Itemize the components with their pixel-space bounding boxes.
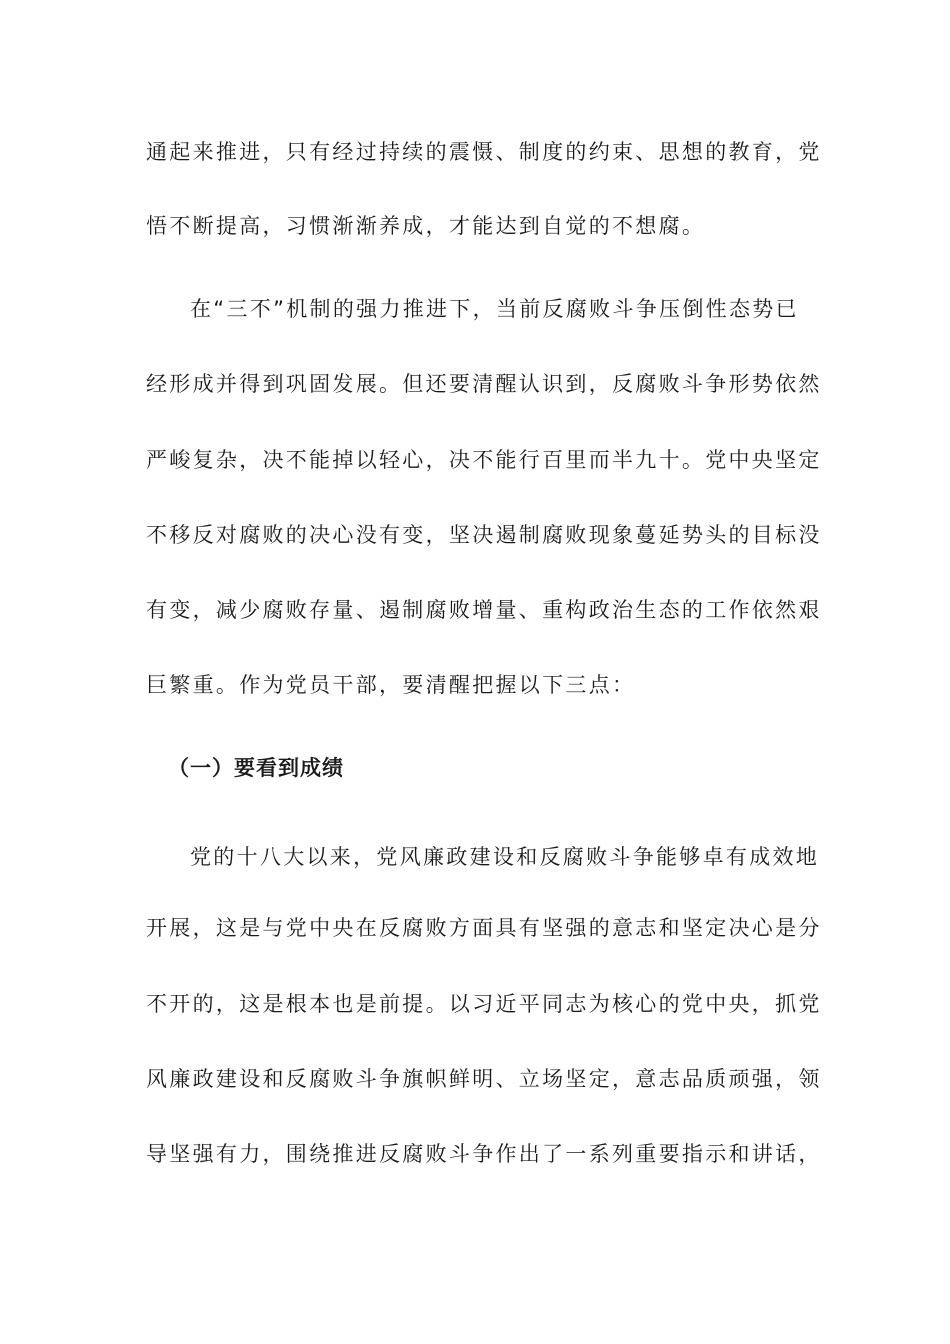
paragraph-line: 不开的，这是根本也是前提。以习近平同志为核心的党中央，抓党 (146, 992, 822, 1016)
paragraph-line: 通起来推进，只有经过持续的震慑、制度的约束、思想的教育，党 (146, 140, 822, 164)
paragraph-line: 巨繁重。作为党员干部，要清醒把握以下三点： (146, 673, 636, 697)
paragraph-line: 风廉政建设和反腐败斗争旗帜鲜明、立场坚定，意志品质顽强，领 (146, 1067, 822, 1091)
paragraph-line: 党的十八大以来，党风廉政建设和反腐败斗争能够卓有成效地 (190, 845, 820, 869)
paragraph-line: 经形成并得到巩固发展。但还要清醒认识到，反腐败斗争形势依然 (146, 372, 822, 396)
paragraph-line: 不移反对腐败的决心没有变，坚决遏制腐败现象蔓延势头的目标没 (146, 523, 822, 547)
paragraph-line: 在“三不”机制的强力推进下，当前反腐败斗争压倒性态势已 (190, 297, 799, 321)
paragraph-line: 悟不断提高，习惯渐渐养成，才能达到自觉的不想腐。 (146, 214, 706, 238)
paragraph-line: 严峻复杂，决不能掉以轻心，决不能行百里而半九十。党中央坚定 (146, 448, 822, 472)
paragraph-line: 开展，这是与党中央在反腐败方面具有坚强的意志和坚定决心是分 (146, 916, 822, 940)
paragraph-line: 导坚强有力，围绕推进反腐败斗争作出了一系列重要指示和讲话， (146, 1142, 822, 1166)
section-heading: （一）要看到成绩 (168, 756, 344, 780)
paragraph-line: 有变，减少腐败存量、遏制腐败增量、重构政治生态的工作依然艰 (146, 598, 822, 622)
